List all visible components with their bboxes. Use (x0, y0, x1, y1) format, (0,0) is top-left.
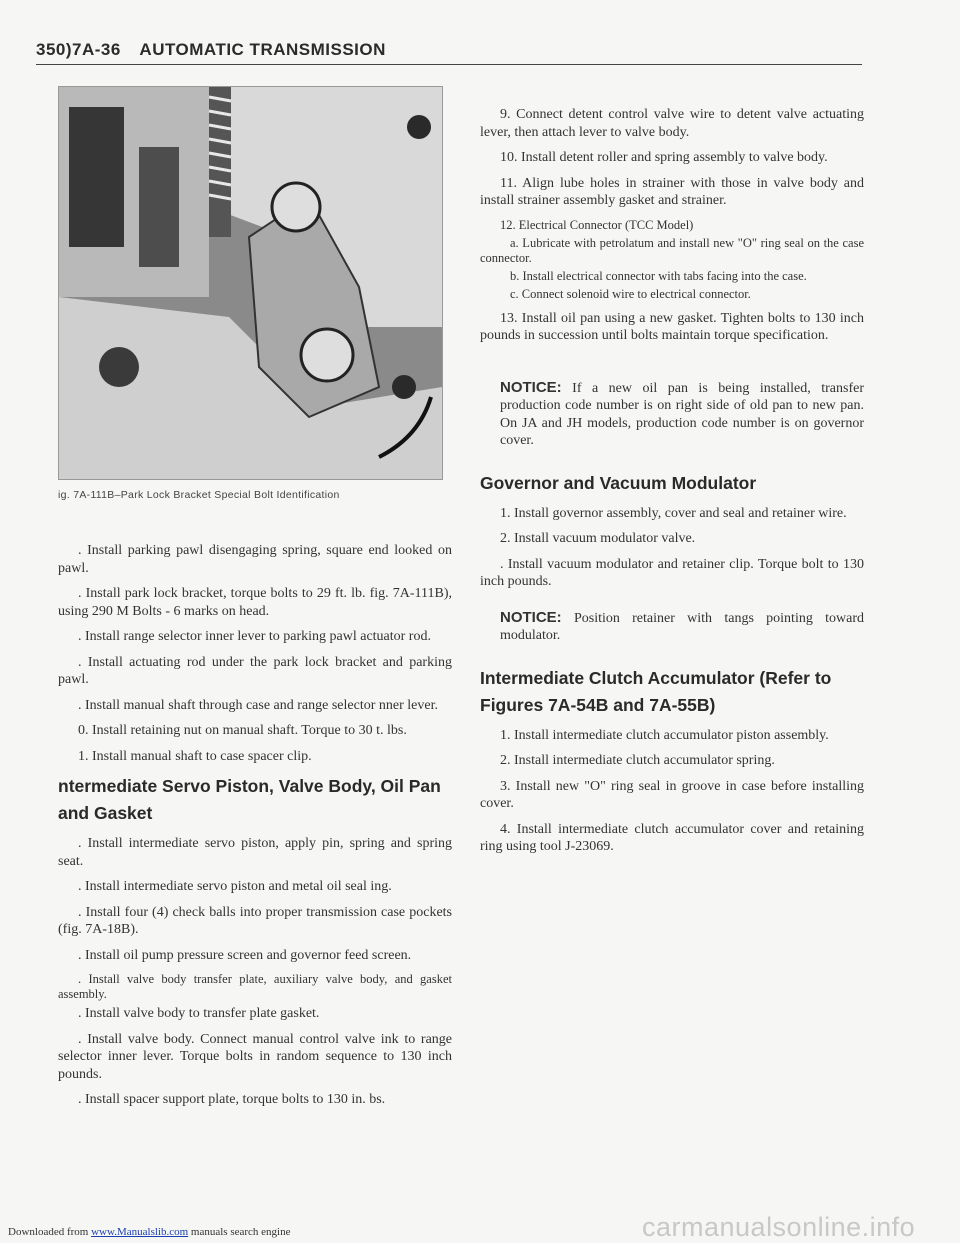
left-column (58, 542, 452, 1117)
step-paragraph: 11. Align lube holes in strainer with those in valve body and install strainer assembly gasket and strainer. (480, 175, 864, 208)
step-paragraph: 9. Connect detent control valve wire to detent valve actuating lever, then attach lever to valve body. (480, 107, 864, 140)
step-paragraph: . Install actuating rod under the park lock bracket and parking pawl. (58, 654, 452, 687)
step-paragraph: 0. Install retaining nut on manual shaft. Torque to 30 t. lbs. (78, 723, 407, 738)
step-paragraph: . Install parking pawl disengaging spring, square end looked on pawl. (58, 543, 452, 576)
step-paragraph: . Install valve body transfer plate, auxiliary valve body, and gasket assembly. (58, 972, 452, 1001)
step-paragraph: 13. Install oil pan using a new gasket. Tighten bolts to 130 inch pounds in succession until bolts maintain torque specification. (480, 310, 864, 343)
step-paragraph: . Install four (4) check balls into proper transmission case pockets (fig. 7A-18B). (58, 904, 452, 937)
step-paragraph: . Install intermediate servo piston, apply pin, spring and spring seat. (58, 836, 452, 869)
step-paragraph: . Install range selector inner lever to parking pawl actuator rod. (78, 629, 431, 644)
step-paragraph: . Install spacer support plate, torque bolts to 130 in. bs. (78, 1092, 386, 1107)
section-title: AUTOMATIC TRANSMISSION (139, 40, 386, 59)
download-footer (8, 1226, 290, 1238)
step-paragraph: . Install intermediate servo piston and metal oil seal ing. (78, 879, 392, 894)
section-heading: Intermediate Clutch Accumulator (Refer to Figures 7A-54B and 7A-55B) (480, 667, 832, 715)
section-heading: Governor and Vacuum Modulator (480, 472, 757, 493)
site-watermark: carmanualsonline.info (642, 1212, 916, 1242)
step-paragraph: . Install valve body to transfer plate gasket. (78, 1006, 320, 1021)
manualslib-link[interactable]: www.Manualslib.com (91, 1226, 189, 1238)
step-paragraph: . Install park lock bracket, torque bolts to 29 ft. lb. fig. 7A-111B), using 290 M Bolts - 6 marks on head. (58, 586, 452, 619)
step-12-item: b. Install electrical connector with tabs facing into the case. (510, 268, 807, 283)
notice-oil-pan (480, 379, 864, 450)
step-12-title: 12. Electrical Connector (TCC Model) (500, 217, 694, 232)
park-lock-bracket-photo (58, 86, 443, 480)
notice-label: NOTICE: (500, 608, 562, 626)
page-code: 350)7A-36 (36, 40, 121, 59)
step-paragraph: . Install vacuum modulator and retainer clip. Torque bolt to 130 inch pounds. (480, 556, 864, 589)
step-paragraph: 3. Install new "O" ring seal in groove in case before installing cover. (480, 778, 864, 811)
step-paragraph: 1. Install manual shaft to case spacer clip. (78, 748, 312, 764)
section-heading: ntermediate Servo Piston, Valve Body, Oil Pan and Gasket (58, 776, 441, 823)
footer-prefix: Downloaded from (8, 1226, 92, 1238)
step-paragraph: 1. Install governor assembly, cover and seal and retainer wire. (500, 505, 847, 521)
step-paragraph: 1. Install intermediate clutch accumulator piston assembly. (500, 727, 829, 743)
notice-label: NOTICE: (500, 378, 562, 396)
right-column (480, 106, 864, 864)
step-paragraph: . Install oil pump pressure screen and governor feed screen. (78, 947, 412, 963)
page-header (36, 40, 862, 65)
step-paragraph: 2. Install vacuum modulator valve. (500, 531, 696, 546)
step-paragraph: 10. Install detent roller and spring assembly to valve body. (500, 150, 828, 165)
notice-retainer (480, 609, 864, 645)
step-12-item: c. Connect solenoid wire to electrical connector. (510, 286, 751, 301)
figure-caption: ig. 7A-111B–Park Lock Bracket Special Bolt Identification (58, 489, 340, 501)
step-12-item: a. Lubricate with petrolatum and install new "O" ring seal on the case connector. (480, 235, 864, 265)
footer-suffix: manuals search engine (188, 1226, 291, 1238)
notice-text: Position retainer with tangs pointing toward modulator. (500, 610, 864, 643)
step-paragraph: 4. Install intermediate clutch accumulator cover and retaining ring using tool J-23069. (480, 821, 864, 854)
step-paragraph: 2. Install intermediate clutch accumulator spring. (500, 753, 775, 768)
step-paragraph: . Install valve body. Connect manual control valve ink to range selector inner lever. Torque bolts in random sequence to 130 inch pounds. (58, 1031, 452, 1082)
notice-text: If a new oil pan is being installed, transfer production code number is on right side of old pan to new pan. On JA and JH models, production code number is on governor cover. (500, 380, 864, 448)
step-paragraph: . Install manual shaft through case and range selector nner lever. (78, 697, 438, 713)
